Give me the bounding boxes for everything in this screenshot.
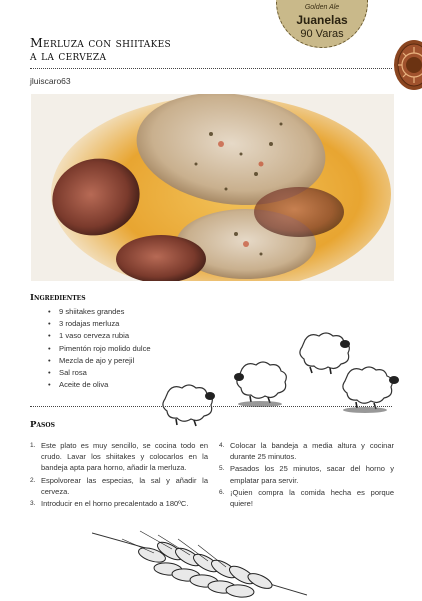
ingredients-list: [48, 306, 151, 391]
step-item: [219, 440, 394, 462]
sheep-illustration: [160, 322, 410, 430]
ingredient-item: • 1 vaso cerveza rubia: [48, 330, 151, 342]
step-item: [30, 440, 208, 474]
step-number: 3.: [30, 500, 36, 508]
ingredient-item: • Aceite de oliva: [48, 379, 151, 391]
ingredient-item: • Pimentón rojo molido dulce: [48, 343, 151, 355]
ingredients-heading: Ingredientes: [30, 293, 86, 303]
steps-list-left: [30, 440, 208, 510]
steps-list-right: [219, 440, 394, 510]
dish-photo: [31, 94, 394, 281]
ingredient-item: • Mezcla de ajo y perejil: [48, 355, 151, 367]
ingredient-item: • Sal rosa: [48, 367, 151, 379]
divider: [30, 68, 392, 69]
badge-name: Juanelas: [296, 13, 348, 27]
step-text: Colocar la bandeja a media altura y cocinar durante 25 minutos.: [230, 441, 394, 462]
step-number: 6.: [219, 488, 225, 496]
step-item: [219, 487, 394, 509]
brand-badge: [276, 0, 368, 48]
ingredient-item: • 3 rodajas merluza: [48, 318, 151, 330]
step-text: Pasados los 25 minutos, sacar del horno y emplatar para servir.: [230, 464, 394, 485]
step-text: ¡Quien compra la comida hecha es porque quiere!: [230, 487, 394, 509]
step-text: Introducir en el horno precalentado a 180ºC.: [41, 499, 189, 509]
step-number: 2.: [30, 476, 36, 484]
badge-subtitle: 90 Varas: [300, 28, 344, 40]
ingredient-item: • 9 shiitakes grandes: [48, 306, 151, 318]
step-item: [219, 463, 394, 485]
divider: [30, 406, 392, 407]
step-text: Este plato es muy sencillo, se cocina todo en crudo. Lavar los shiitakes y colocarlos en la bandeja apta para horno, añadir la merluza.: [41, 441, 208, 473]
badge-brand: Golden Ale: [304, 4, 340, 11]
wheat-ear-illustration: [92, 525, 307, 601]
recipe-title-line2: a la cerveza: [30, 48, 107, 63]
step-item: [30, 475, 208, 497]
recipe-title: [30, 36, 171, 62]
sunflower-stamp-icon: [392, 38, 422, 92]
recipe-author: jluiscaro63: [30, 76, 71, 86]
recipe-title-line1: Merluza con shiitakes: [30, 35, 171, 50]
steps-heading: Pasos: [30, 420, 55, 430]
step-number: 1.: [30, 442, 36, 449]
step-number: 5.: [219, 465, 225, 473]
step-number: 4.: [219, 442, 225, 449]
step-text: Espolvorear las especias, la sal y añadir la cerveza.: [41, 475, 208, 496]
step-item: [30, 498, 208, 509]
